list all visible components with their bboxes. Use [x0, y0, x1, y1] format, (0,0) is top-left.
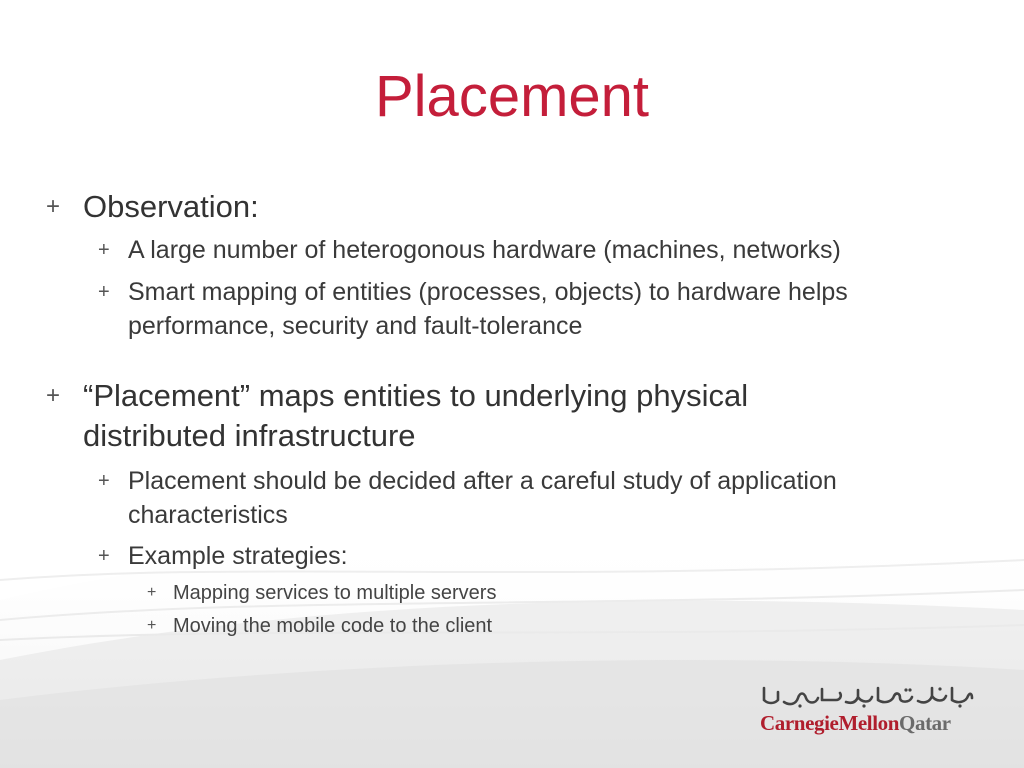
sub-bullet-line: performance, security and fault-tolerance: [128, 312, 583, 340]
sub-bullet-careful-study: [98, 464, 837, 532]
bullet-line: “Placement” maps entities to underlying physical: [83, 378, 749, 413]
sub-sub-bullet-mapping-services: [147, 576, 497, 610]
arabic-logotype-icon: [760, 684, 976, 710]
plus-bullet-icon: +: [98, 281, 110, 303]
sub-bullet-text: A large number of heterogonous hardware (machines, networks): [128, 236, 841, 264]
sub-bullet-line: Placement should be decided after a careful study of application: [128, 467, 837, 495]
sub-bullet-example-strategies: [98, 539, 348, 573]
sub-bullet-smart-mapping: [98, 275, 848, 343]
sub-sub-bullet-mobile-code: [147, 609, 493, 643]
plus-bullet-icon: +: [98, 545, 110, 567]
plus-bullet-icon: +: [46, 382, 61, 409]
sub-bullet-text: Example strategies:: [128, 542, 348, 570]
bullet-text: Observation:: [83, 189, 259, 224]
logo-name-carnegie-mellon: CarnegieMellon: [760, 711, 900, 735]
sub-bullet-line: characteristics: [128, 501, 288, 529]
logo-wordmark: [760, 710, 976, 736]
sub-bullet-heterogonous-hardware: [98, 233, 841, 267]
logo-name-qatar: Qatar: [899, 711, 951, 735]
plus-bullet-icon: +: [98, 239, 110, 261]
bullet-placement-definition: [46, 376, 749, 456]
sub-sub-bullet-text: Mapping services to multiple servers: [173, 582, 497, 604]
sub-sub-bullet-text: Moving the mobile code to the client: [173, 615, 493, 637]
slide-title: Placement: [374, 64, 650, 129]
sub-bullet-line: Smart mapping of entities (processes, objects) to hardware helps: [128, 278, 848, 306]
plus-bullet-icon: +: [46, 193, 61, 220]
plus-bullet-icon: +: [147, 617, 157, 634]
bullet-observation: [46, 187, 259, 227]
bullet-line: distributed infrastructure: [83, 418, 416, 453]
plus-bullet-icon: +: [98, 470, 110, 492]
carnegie-mellon-qatar-logo: [760, 684, 976, 738]
plus-bullet-icon: +: [147, 584, 157, 601]
